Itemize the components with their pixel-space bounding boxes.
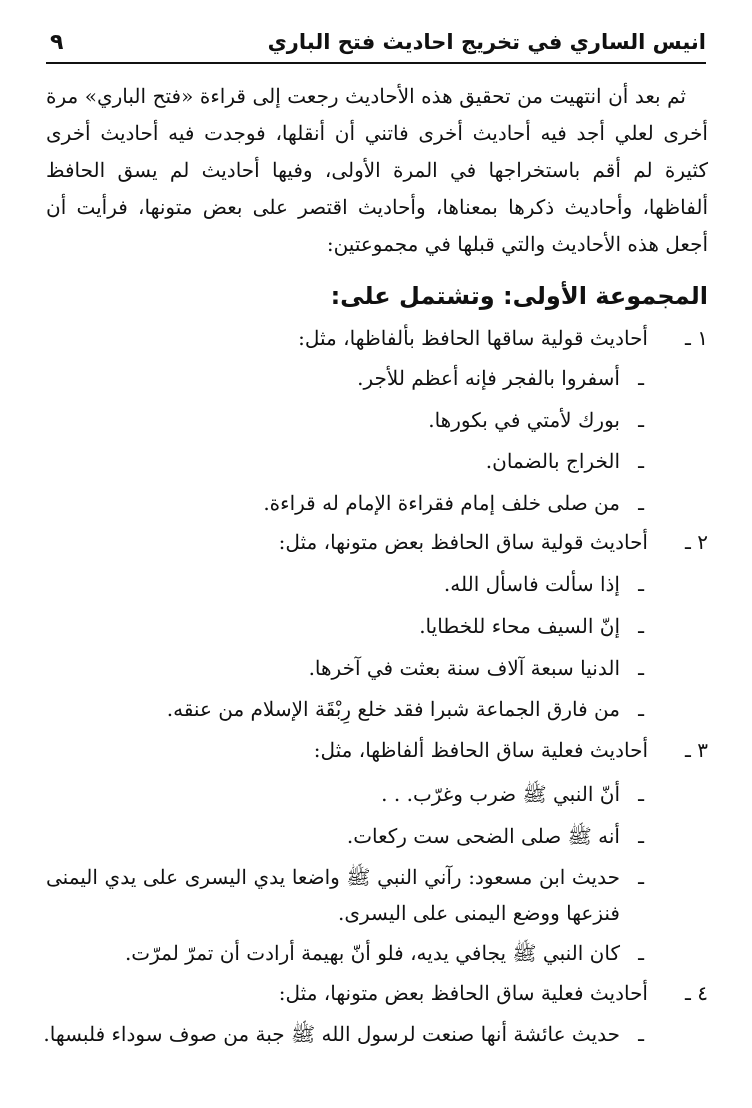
list-item-text: الدنيا سبعة آلاف سنة بعثت في آخرها. xyxy=(308,656,620,680)
list-item-text: من فارق الجماعة شبرا فقد خلع رِبْقَة الإسلام من عنقه. xyxy=(166,697,620,721)
group-number: ٤ ـ xyxy=(685,981,708,1005)
dash-marker: ـ xyxy=(638,697,644,721)
list-item-text: إنّ السيف محاء للخطايا. xyxy=(419,614,620,638)
section-heading: المجموعة الأولى: وتشتمل على: xyxy=(330,282,708,310)
intro-text: ثم بعد أن انتهيت من تحقيق هذه الأحاديث رجعت إلى قراءة «فتح الباري» مرة أخرى لعلي أجد فيه أحاديث أخرى فاتني أن أنقلها، فوجدت فيه أحاديث أخرى كثيرة لم أقم باستخراجها في المرة الأولى، وفيها أحاديث لم يسق الحافظ ألفاظها، وأحاديث ذكرها بمعناها، وأحاديث اقتصر على بعض متونها، فرأيت أن أجعل هذه الأحاديث والتي قبلها في مجموعتين: xyxy=(46,84,709,256)
dash-marker: ـ xyxy=(638,1022,644,1046)
dash-marker: ـ xyxy=(638,614,644,638)
dash-marker: ـ xyxy=(638,408,644,432)
dash-marker: ـ xyxy=(638,824,644,848)
list-item-text: بورك لأمتي في بكورها. xyxy=(428,408,620,432)
list-item-text: أنه ﷺ صلى الضحى ست ركعات. xyxy=(346,824,620,848)
page-header xyxy=(46,28,706,64)
dash-marker: ـ xyxy=(638,449,644,473)
list-item-text: حديث عائشة أنها صنعت لرسول الله ﷺ جبة من صوف سوداء فلبسها. xyxy=(43,1022,620,1046)
list-item-text: حديث ابن مسعود: رآني النبي ﷺ واضعا يدي اليسرى على يدي اليمنى فنزعها ووضع اليمنى على اليسرى. xyxy=(46,865,620,925)
dash-marker: ـ xyxy=(638,782,644,806)
group-title: أحاديث قولية ساقها الحافظ بألفاظها، مثل: xyxy=(298,326,648,350)
list-item-text: كان النبي ﷺ يجافي يديه، فلو أنّ بهيمة أرادت أن تمرّ لمرّت. xyxy=(124,941,620,965)
dash-marker: ـ xyxy=(638,656,644,680)
dash-marker: ـ xyxy=(638,572,644,596)
group-title: أحاديث فعلية ساق الحافظ بعض متونها، مثل: xyxy=(278,981,648,1005)
dash-marker: ـ xyxy=(638,941,644,965)
group-number: ١ ـ xyxy=(685,326,708,350)
list-item-text: أسفروا بالفجر فإنه أعظم للأجر. xyxy=(357,366,620,390)
group-number: ٢ ـ xyxy=(685,530,708,554)
running-title: انيس الساري في تخريج احاديث فتح الباري xyxy=(267,30,706,54)
group-title: أحاديث قولية ساق الحافظ بعض متونها، مثل: xyxy=(278,530,648,554)
list-item-text: أنّ النبي ﷺ ضرب وغرّب. . . xyxy=(381,782,620,806)
dash-marker: ـ xyxy=(638,491,644,515)
dash-marker: ـ xyxy=(638,865,644,889)
group-number: ٣ ـ xyxy=(685,738,708,762)
intro-paragraph xyxy=(46,78,708,263)
group-title: أحاديث فعلية ساق الحافظ ألفاظها، مثل: xyxy=(313,738,648,762)
list-item-text: من صلى خلف إمام فقراءة الإمام له قراءة. xyxy=(263,491,620,515)
dash-marker: ـ xyxy=(638,366,644,390)
list-item xyxy=(46,859,752,931)
page-number: ٩ xyxy=(50,30,64,55)
list-item-text: إذا سألت فاسأل الله. xyxy=(443,572,620,596)
list-item-text: الخراج بالضمان. xyxy=(485,449,620,473)
